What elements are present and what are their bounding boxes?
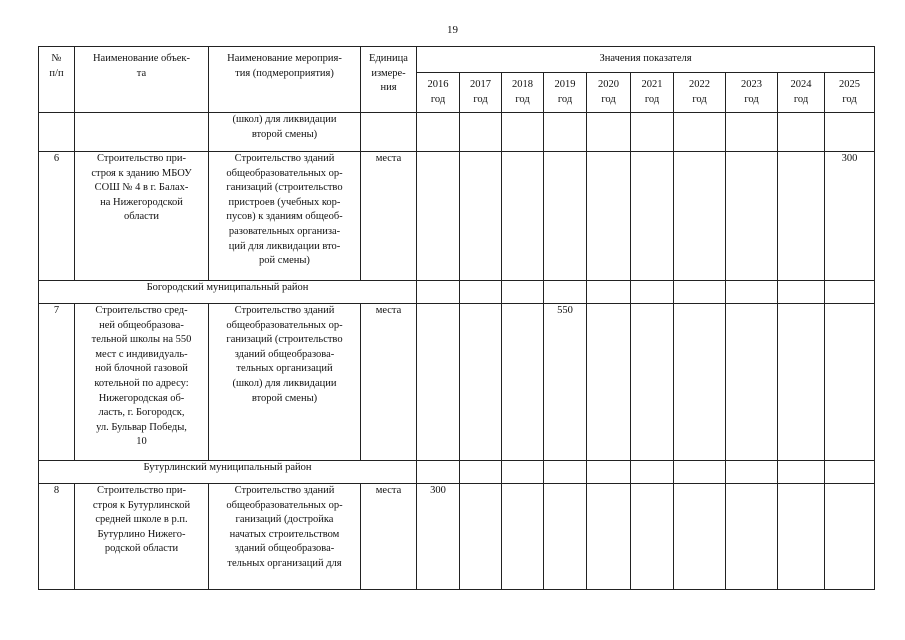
header-measure-name: Наименование мероприя- тия (подмероприятия) [209,47,361,113]
cell-value [825,281,875,304]
cell-value [460,304,502,461]
cell-value [778,484,825,590]
header-year: 2017 год [460,73,502,113]
table-row [39,152,875,281]
table-row [39,484,875,590]
cell-value [587,484,631,590]
indicator-table [38,46,875,590]
header-year: 2018 год [502,73,544,113]
cell-value: 550 [544,304,587,461]
cell-value [544,281,587,304]
cell-number: 8 [39,484,75,590]
cell-value [587,152,631,281]
header-year: 2020 год [587,73,631,113]
cell-value [502,304,544,461]
cell-value [726,113,778,152]
cell-value [587,281,631,304]
cell-value [726,281,778,304]
cell-value [674,484,726,590]
cell-value [460,484,502,590]
cell-value [460,461,502,484]
cell-object: Строительство при- строя к Бутурлинской средней школе в р.п. Бутурлино Нижего- родской области [75,484,209,590]
header-unit: Единица измере- ния [361,47,417,113]
cell-measure: Строительство зданий общеобразовательных ор- ганизаций (строительство пристроев (учебных кор- пусов) к зданиям общеоб- разовательных организа- ций для ликвидации вто- рой смены) [209,152,361,281]
cell-value [778,113,825,152]
cell-value [544,461,587,484]
cell-object: Строительство сред- ней общеобразова- тельной школы на 550 мест с индивидуаль- ной блочной газовой котельной по адресу: Нижегородская об- ласть, г. Богородск, ул. Бульвар Победы, 10 [75,304,209,461]
cell-value [417,113,460,152]
header-year: 2016 год [417,73,460,113]
cell-measure: (школ) для ликвидации второй смены) [209,113,361,152]
header-year: 2022 год [674,73,726,113]
cell-value [726,461,778,484]
cell-value [502,152,544,281]
cell-value [460,113,502,152]
cell-value [825,304,875,461]
cell-value [778,281,825,304]
cell-value [674,461,726,484]
cell-number: 6 [39,152,75,281]
header-row [39,47,875,73]
cell-value [726,152,778,281]
cell-value [631,152,674,281]
cell-value [674,304,726,461]
cell-value [631,113,674,152]
cell-value [417,461,460,484]
cell-value [778,461,825,484]
cell-value [825,484,875,590]
cell-value [502,461,544,484]
cell-value [825,113,875,152]
cell-value [631,281,674,304]
cell-value [726,484,778,590]
table-row-continuation [39,113,875,152]
cell-object: Строительство при- строя к зданию МБОУ СОШ № 4 в г. Балах- на Нижегородской области [75,152,209,281]
header-number: № п/п [39,47,75,113]
cell-value [544,113,587,152]
cell-value [502,113,544,152]
cell-value [631,461,674,484]
header-indicator-values: Значения показателя [417,47,875,73]
section-title: Бутурлинский муниципальный район [39,461,417,484]
header-year: 2024 год [778,73,825,113]
header-year: 2023 год [726,73,778,113]
cell-value [631,484,674,590]
cell-measure: Строительство зданий общеобразовательных ор- ганизаций (строительство зданий общеобразова- тельных организаций (школ) для ликвидации второй смены) [209,304,361,461]
cell-value [502,281,544,304]
cell-value: 300 [825,152,875,281]
cell-unit: места [361,304,417,461]
header-object-name: Наименование объек- та [75,47,209,113]
cell-value [587,113,631,152]
cell-value [674,281,726,304]
cell-value [460,281,502,304]
cell-measure: Строительство зданий общеобразовательных ор- ганизаций (достройка начатых строительством зданий общеобразова- тельных организаций для [209,484,361,590]
section-row-bogorodsk [39,281,875,304]
cell-empty [75,113,209,152]
cell-value: 300 [417,484,460,590]
cell-value [417,281,460,304]
cell-empty [361,113,417,152]
cell-value [417,152,460,281]
cell-value [587,304,631,461]
cell-value [674,113,726,152]
cell-value [502,484,544,590]
cell-value [544,152,587,281]
cell-unit: места [361,484,417,590]
section-title: Богородский муниципальный район [39,281,417,304]
cell-value [460,152,502,281]
page-number: 19 [447,24,458,36]
cell-value [726,304,778,461]
cell-empty [39,113,75,152]
header-year: 2025 год [825,73,875,113]
cell-unit: места [361,152,417,281]
cell-value [631,304,674,461]
cell-number: 7 [39,304,75,461]
cell-value [587,461,631,484]
cell-value [417,304,460,461]
header-year: 2021 год [631,73,674,113]
header-year: 2019 год [544,73,587,113]
cell-value [778,152,825,281]
section-row-buturlino [39,461,875,484]
cell-value [544,484,587,590]
cell-value [674,152,726,281]
table-row [39,304,875,461]
cell-value [825,461,875,484]
cell-value [778,304,825,461]
